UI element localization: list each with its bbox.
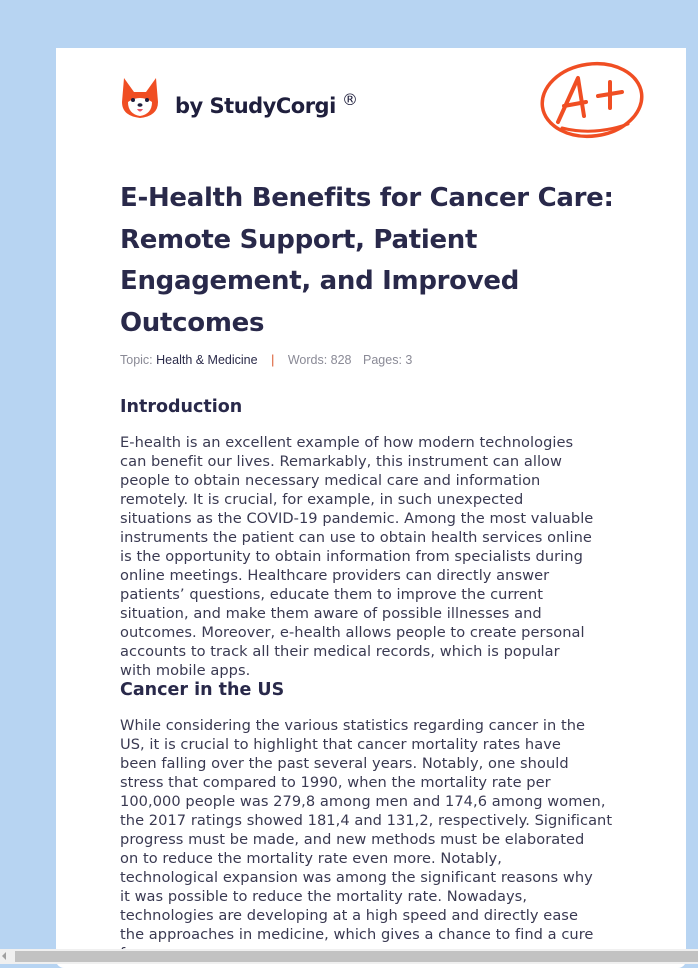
- text-line: 100,000 people was 279,8 among men and 174,6 among women,: [120, 793, 606, 810]
- text-line: progress must be made, and new methods must be elaborated: [120, 831, 585, 848]
- text-line: While considering the various statistics regarding cancer in the: [120, 717, 586, 734]
- text-line: E-health is an excellent example of how modern technologies: [120, 434, 574, 451]
- text-line: on to reduce the mortality rate even more. Notably,: [120, 850, 502, 867]
- horizontal-scrollbar[interactable]: [0, 949, 698, 964]
- scroll-left-arrow-icon[interactable]: [2, 952, 6, 960]
- section-heading-cancer-in-the-us: Cancer in the US: [120, 680, 285, 700]
- section-heading-introduction: Introduction: [120, 397, 243, 417]
- text-line: can benefit our lives. Remarkably, this instrument can allow: [120, 453, 563, 470]
- scrollbar-thumb[interactable]: [15, 951, 698, 962]
- topic-link[interactable]: Health & Medicine: [156, 353, 258, 367]
- section-body-introduction: [120, 433, 630, 680]
- text-line: been falling over the past several years. Notably, one should: [120, 755, 569, 772]
- page-count: Pages: 3: [363, 353, 413, 367]
- a-plus-grade-icon: [538, 58, 648, 142]
- text-line: the 2017 ratings showed 181,4 and 131,2, respectively. Significant: [120, 812, 613, 829]
- document-title: E-Health Benefits for Cancer Care: Remote Support, Patient Engagement, and Improved Outcomes: [120, 183, 614, 338]
- meta-separator: |: [271, 353, 275, 367]
- logo-text: by StudyCorgi: [175, 94, 336, 118]
- text-line: people to obtain necessary medical care and information: [120, 472, 541, 489]
- word-count: Words: 828: [287, 353, 352, 367]
- text-line: patients’ questions, educate them to improve the current: [120, 586, 544, 603]
- document-meta: [120, 353, 412, 367]
- text-line: the approaches in medicine, which gives a chance to find a cure: [120, 926, 594, 943]
- text-line: online meetings. Healthcare providers can directly answer: [120, 567, 550, 584]
- text-line: technologies are developing at a high speed and directly ease: [120, 907, 578, 924]
- text-line: outcomes. Moreover, e-health allows people to create personal: [120, 624, 585, 641]
- text-line: US, it is crucial to highlight that cancer mortality rates have: [120, 736, 561, 753]
- text-line: situation, and make them aware of possible illnesses and: [120, 605, 542, 622]
- text-line: instruments the patient can use to obtain health services online: [120, 529, 592, 546]
- topic-label: Topic:: [120, 353, 153, 367]
- corgi-icon: [120, 76, 160, 120]
- text-line: stress that compared to 1990, when the mortality rate per: [120, 774, 551, 791]
- text-line: situations as the COVID-19 pandemic. Among the most valuable: [120, 510, 594, 527]
- text-line: it was possible to reduce the mortality rate. Nowadays,: [120, 888, 528, 905]
- section-body-cancer-in-the-us: [120, 716, 630, 963]
- text-line: with mobile apps.: [120, 662, 251, 679]
- text-line: remotely. It is crucial, for example, in such unexpected: [120, 491, 524, 508]
- document-page: [56, 48, 686, 968]
- registered-mark: ®: [342, 90, 358, 109]
- text-line: accounts to track all their medical records, which is popular: [120, 643, 560, 660]
- text-line: is the opportunity to obtain information from specialists during: [120, 548, 583, 565]
- text-line: technological expansion was among the significant reasons why: [120, 869, 593, 886]
- studycorgi-logo[interactable]: [120, 76, 160, 120]
